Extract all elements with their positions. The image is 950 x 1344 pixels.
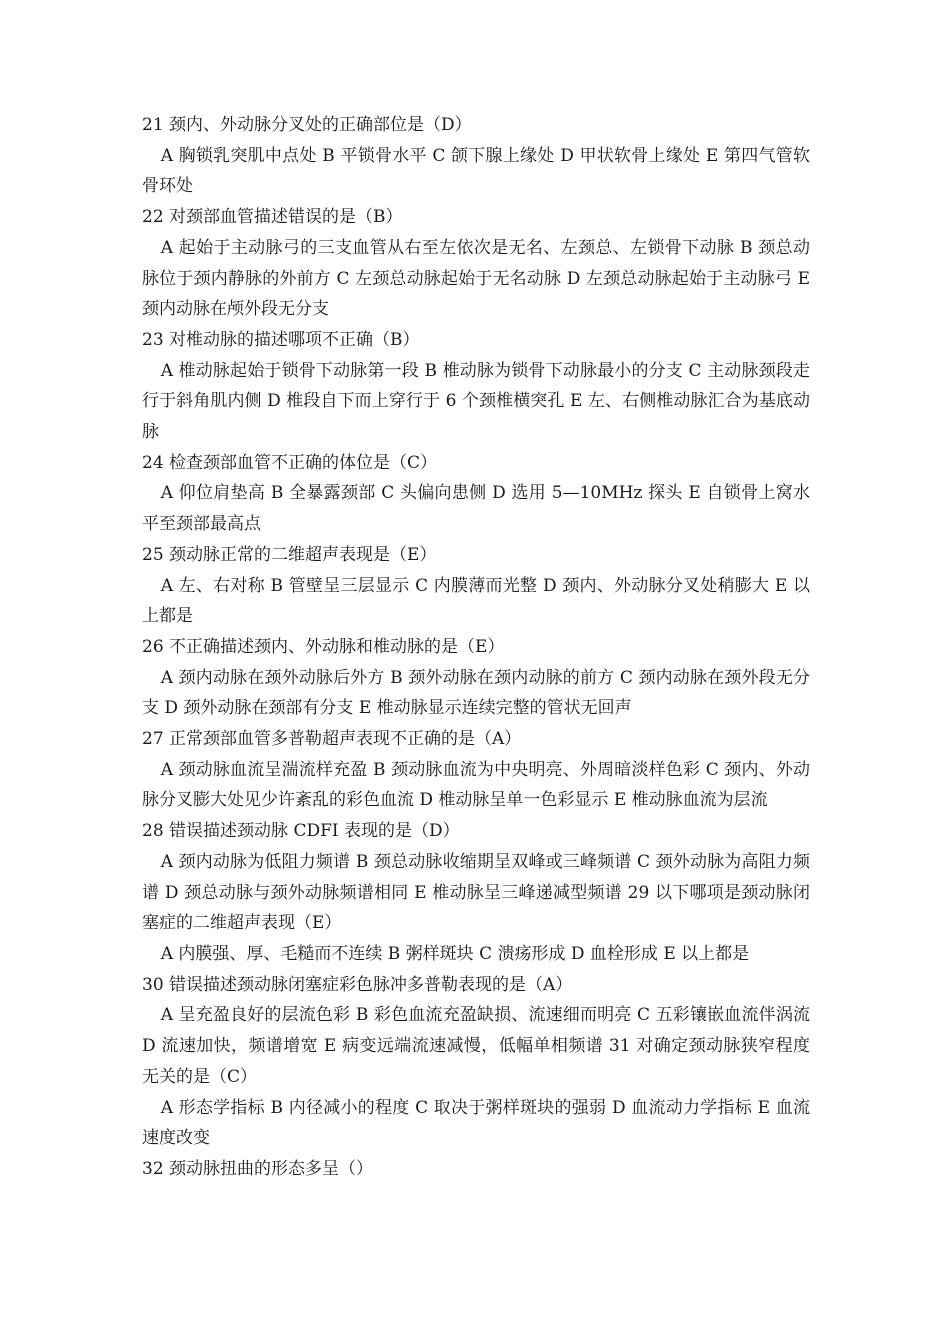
question-30: 30 错误描述颈动脉闭塞症彩色脉冲多普勒表现的是（A）: [142, 974, 573, 995]
options-27: A 颈动脉血流呈湍流样充盈 B 颈动脉血流为中央明亮、外周暗淡样色彩 C 颈内、外动脉分叉膨大处见少许紊乱的彩色血流 D 椎动脉呈单一色彩显示 E 椎动脉血流为层流: [142, 759, 810, 811]
question-23: 23 对椎动脉的描述哪项不正确（B）: [142, 329, 420, 350]
question-24: 24 检查颈部血管不正确的体位是（C）: [142, 452, 438, 473]
options-29: A 内膜强、厚、毛糙而不连续 B 粥样斑块 C 溃疡形成 D 血栓形成 E 以上都是: [160, 943, 750, 964]
options-22: A 起始于主动脉弓的三支血管从右至左依次是无名、左颈总、左锁骨下动脉 B 颈总动脉位于颈内静脉的外前方 C 左颈总动脉起始于无名动脉 D 左颈总动脉起始于主动脉弓 E 颈内动脉在颅外段无分支: [142, 237, 810, 320]
question-27: 27 正常颈部血管多普勒超声表现不正确的是（A）: [142, 729, 522, 750]
question-32: 32 颈动脉扭曲的形态多呈（）: [142, 1158, 374, 1179]
question-25: 25 颈动脉正常的二维超声表现是（E）: [142, 544, 437, 565]
options-26: A 颈内动脉在颈外动脉后外方 B 颈外动脉在颈内动脉的前方 C 颈内动脉在颈外段无分支 D 颈外动脉在颈部有分支 E 椎动脉显示连续完整的管状无回声: [142, 667, 810, 719]
question-22: 22 对颈部血管描述错误的是（B）: [142, 207, 403, 228]
question-28: 28 错误描述颈动脉 CDFI 表现的是（D）: [142, 821, 460, 842]
document-page: [142, 110, 810, 1185]
options-24: A 仰位肩垫高 B 全暴露颈部 C 头偏向患侧 D 选用 5—10MHz 探头 E 自锁骨上窝水平至颈部最高点: [142, 483, 810, 535]
question-21: 21 颈内、外动脉分叉处的正确部位是（D）: [142, 115, 472, 135]
options-21: A 胸锁乳突肌中点处 B 平锁骨水平 C 颌下腺上缘处 D 甲状软骨上缘处 E 第四气管软骨环处: [142, 145, 810, 197]
question-26: 26 不正确描述颈内、外动脉和椎动脉的是（E）: [142, 636, 505, 657]
options-30-question-31: A 呈充盈良好的层流色彩 B 彩色血流充盈缺损、流速细而明亮 C 五彩镶嵌血流伴涡流 D 流速加快，频谱增宽 E 病变远端流速减慢，低幅单相频谱 31 对确定颈动脉狭窄程度无关的是（C）: [142, 1005, 810, 1087]
options-25: A 左、右对称 B 管壁呈三层显示 C 内膜薄而光整 D 颈内、外动脉分叉处稍膨大 E 以上都是: [142, 575, 810, 627]
options-23: A 椎动脉起始于锁骨下动脉第一段 B 椎动脉为锁骨下动脉最小的分支 C 主动脉颈段走行于斜角肌内侧 D 椎段自下而上穿行于 6 个颈椎横突孔 E 左、右侧椎动脉汇合为基底动脉: [142, 360, 810, 443]
options-28-question-29: A 颈内动脉为低阻力频谱 B 颈总动脉收缩期呈双峰或三峰频谱 C 颈外动脉为高阻力频谱 D 颈总动脉与颈外动脉频谱相同 E 椎动脉呈三峰递减型频谱 29 以下哪项是颈动脉闭塞症的二维超声表现（E）: [142, 851, 810, 934]
options-31: A 形态学指标 B 内径减小的程度 C 取决于粥样斑块的强弱 D 血流动力学指标 E 血流速度改变: [142, 1097, 810, 1149]
